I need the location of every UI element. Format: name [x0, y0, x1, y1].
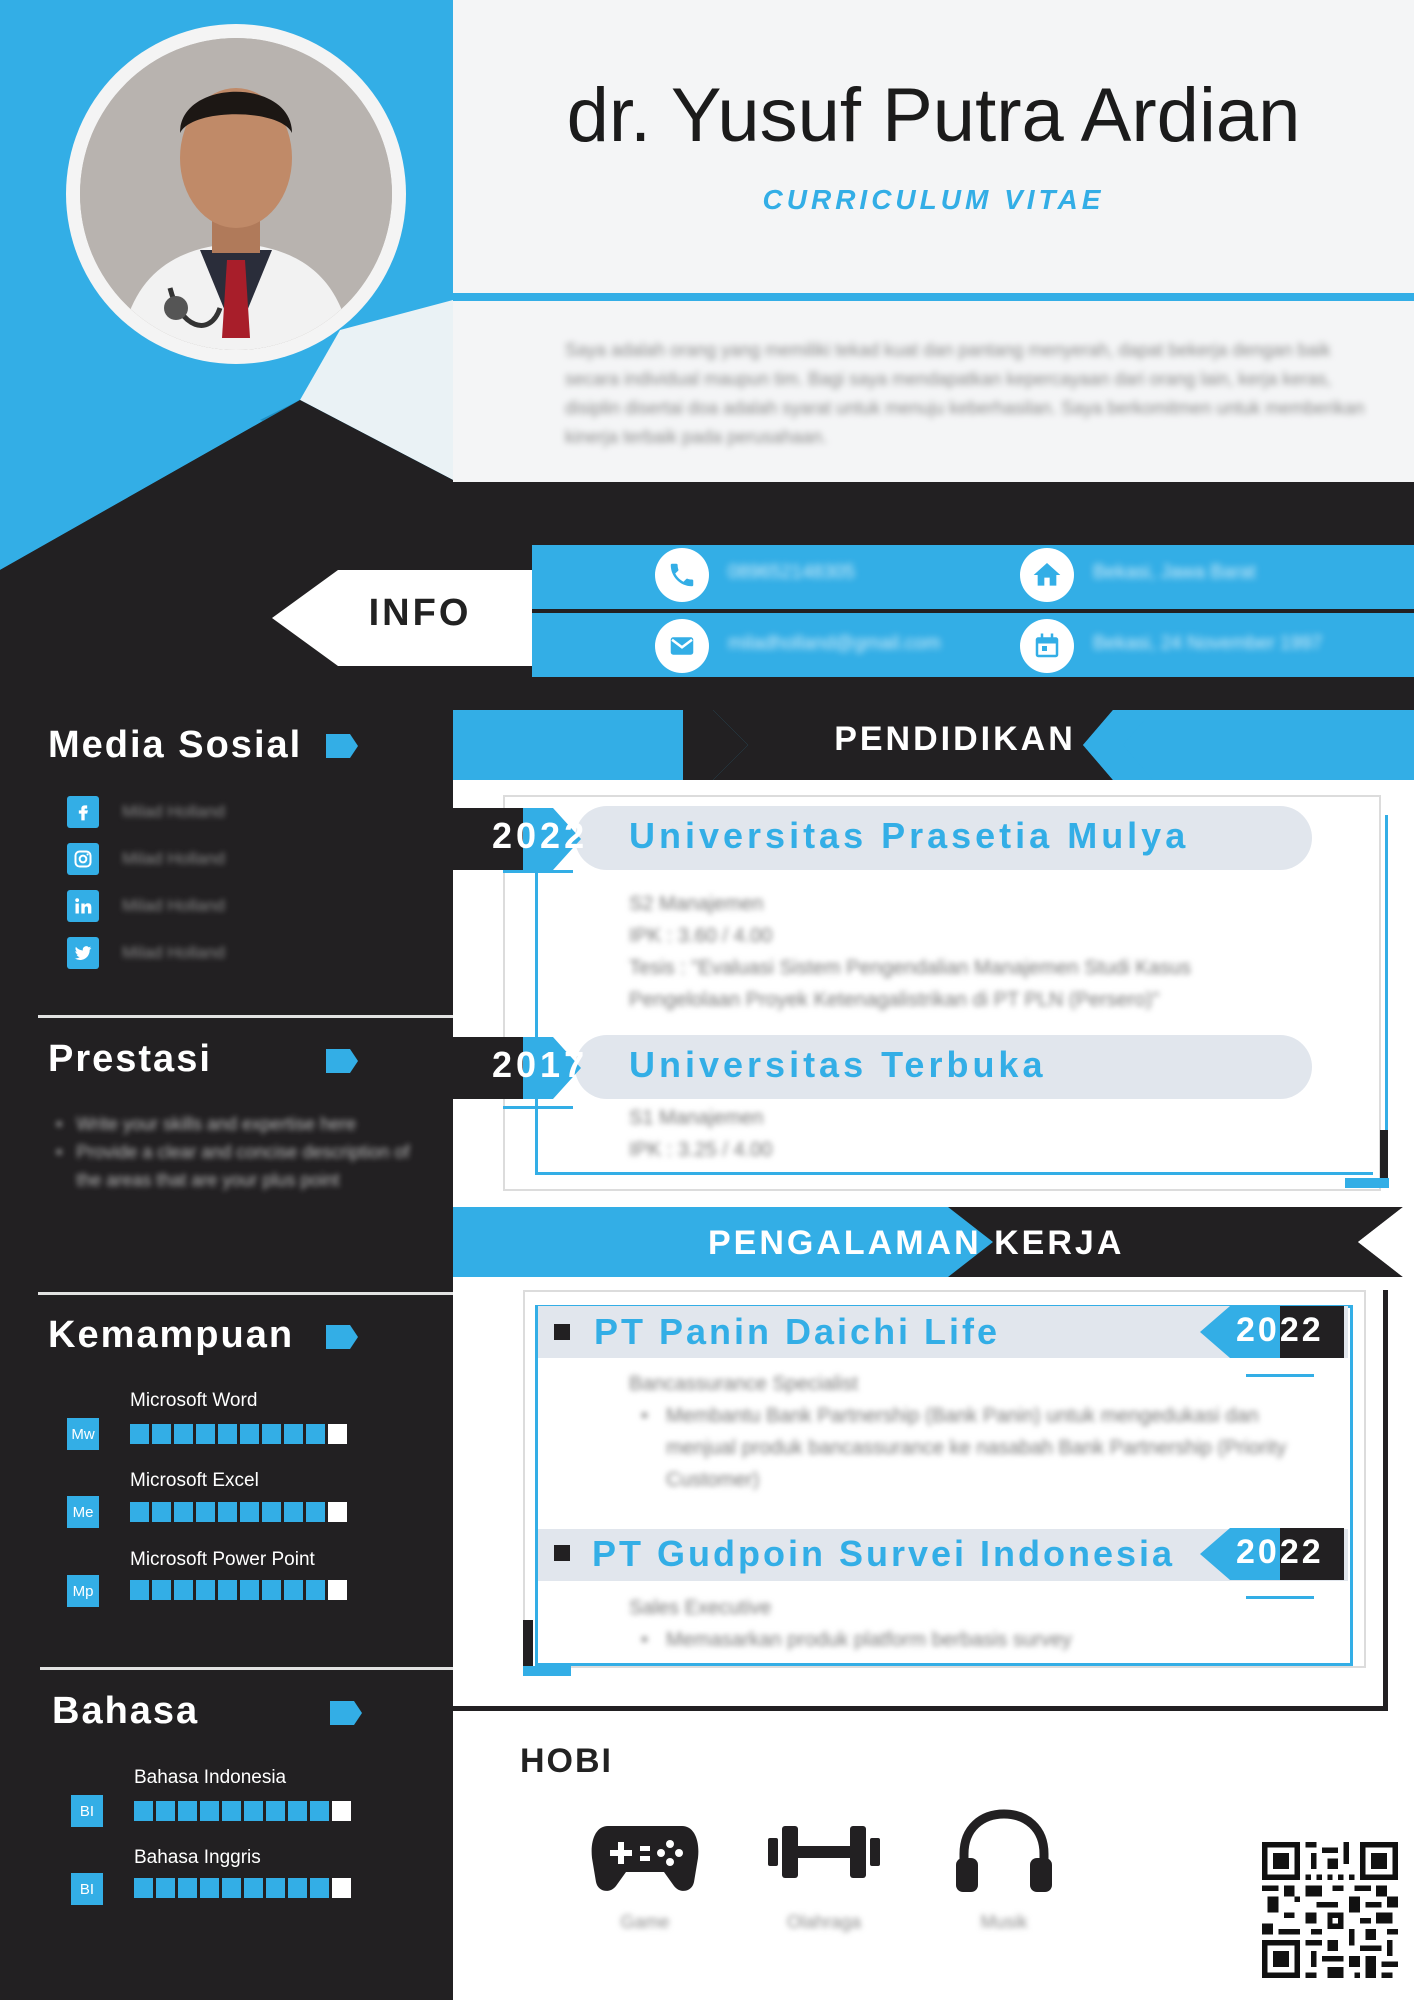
- level-segment: [284, 1580, 303, 1600]
- experience-heading: PENGALAMAN KERJA: [708, 1224, 1125, 1262]
- level-segment: [130, 1424, 149, 1444]
- level-segment: [134, 1801, 153, 1821]
- level-segment: [240, 1424, 259, 1444]
- education-details: S2 Manajemen IPK : 3.60 / 4.00 Tesis : "Evaluasi Sistem Pengendalian Manajemen Studi Kasus Pengelolaan Proyek Ketenagalistrikan di PT PLN (Persero)": [629, 893, 1191, 1011]
- email-text: miladholland@gmail.com: [728, 633, 941, 654]
- level-segment: [178, 1878, 197, 1898]
- document-subtitle: CURRICULUM VITAE: [762, 184, 1105, 215]
- instagram-icon[interactable]: [67, 843, 99, 875]
- job-details: [629, 1592, 1299, 1656]
- level-segment: [152, 1502, 171, 1522]
- skills-heading: Kemampuan: [48, 1314, 295, 1356]
- skill-label: Microsoft Power Point: [130, 1549, 315, 1570]
- year-underline: [503, 870, 573, 873]
- skills-flag-icon: [326, 1325, 358, 1349]
- skill-bar: [130, 1580, 347, 1600]
- skill-badge: Mw: [67, 1418, 99, 1450]
- level-segment: [284, 1424, 303, 1444]
- language-badge: BI: [71, 1795, 103, 1827]
- school-name: Universitas Prasetia Mulya: [629, 815, 1190, 856]
- level-segment: [200, 1801, 219, 1821]
- level-segment: [288, 1801, 307, 1821]
- level-segment: [328, 1580, 347, 1600]
- level-segment: [174, 1502, 193, 1522]
- experience-accent-tab: [523, 1666, 571, 1676]
- level-segment: [284, 1502, 303, 1522]
- social-heading: Media Sosial: [48, 724, 303, 766]
- hobbies-heading: HOBI: [520, 1742, 613, 1780]
- level-segment: [152, 1580, 171, 1600]
- hobby-label: Musik: [980, 1912, 1028, 1932]
- skill-badge: Mp: [67, 1575, 99, 1607]
- level-segment: [266, 1801, 285, 1821]
- level-segment: [134, 1878, 153, 1898]
- calendar-icon: [1020, 619, 1074, 673]
- year-underline: [503, 1106, 573, 1109]
- level-segment: [156, 1801, 175, 1821]
- level-segment: [262, 1424, 281, 1444]
- level-segment: [306, 1502, 325, 1522]
- level-segment: [244, 1801, 263, 1821]
- experience-accent-line: [1383, 1290, 1388, 1710]
- sidebar-divider: [38, 1292, 453, 1295]
- job-role: Sales Executive: [629, 1597, 772, 1619]
- info-label: INFO: [368, 592, 472, 634]
- experience-accent-dark: [523, 1620, 533, 1666]
- level-segment: [222, 1878, 241, 1898]
- profile-photo: [80, 38, 392, 350]
- company-name: PT Gudpoin Survei Indonesia: [592, 1533, 1176, 1574]
- level-segment: [328, 1424, 347, 1444]
- level-segment: [178, 1801, 197, 1821]
- languages-flag-icon: [330, 1701, 362, 1725]
- job-role: Bancassurance Specialist: [629, 1373, 859, 1395]
- education-year: 2017: [492, 1044, 589, 1085]
- level-segment: [328, 1502, 347, 1522]
- level-segment: [288, 1878, 307, 1898]
- languages-heading: Bahasa: [52, 1690, 200, 1732]
- hobby-label: Olahraga: [786, 1912, 862, 1932]
- level-segment: [332, 1801, 351, 1821]
- sidebar-divider: [40, 1667, 453, 1670]
- level-segment: [222, 1801, 241, 1821]
- level-segment: [310, 1801, 329, 1821]
- headphones-icon: [954, 1808, 1054, 1894]
- dumbbell-icon: [768, 1824, 880, 1880]
- social-flag-icon: [326, 734, 358, 758]
- achievements-list: [56, 1110, 436, 1194]
- level-segment: [306, 1580, 325, 1600]
- list-item: • Membantu Bank Partnership (Bank Panin) untuk mengedukasi dan menjual produk bancassurance ke nasabah Bank Partnership (Priority Customer): [641, 1405, 1287, 1491]
- job-bullet-icon: [554, 1545, 570, 1561]
- twitter-handle: Milad Holland: [122, 943, 225, 962]
- level-segment: [174, 1424, 193, 1444]
- level-segment: [200, 1878, 219, 1898]
- education-year: 2022: [492, 815, 589, 856]
- header-divider: [453, 293, 1414, 301]
- level-segment: [156, 1878, 175, 1898]
- skill-label: Microsoft Word: [130, 1390, 258, 1411]
- birth-text: Bekasi, 24 November 1997: [1093, 633, 1323, 654]
- instagram-handle: Milad Holland: [122, 849, 225, 868]
- education-heading: PENDIDIKAN: [834, 720, 1076, 758]
- profile-summary: Saya adalah orang yang memiliki tekad kuat dan pantang menyerah, dapat bekerja dengan baik secara individual maupun tim. Bagi saya mendapatkan kepercayaan dari orang lain, kerja keras, disiplin disertai doa adalah syarat untuk menuju keberhasilan. Saya berkomitmen untuk memberikan kinerja terbaik pada perusahaan.: [565, 340, 1365, 447]
- skill-bar: [130, 1424, 347, 1444]
- education-accent-tab: [1345, 1178, 1389, 1188]
- level-segment: [152, 1424, 171, 1444]
- info-divider: [532, 609, 1414, 613]
- job-year: 2022: [1236, 1533, 1324, 1571]
- education-details: S1 Manajemen IPK : 3.25 / 4.00: [629, 1107, 773, 1161]
- level-segment: [130, 1580, 149, 1600]
- list-item: • Provide a clear and concise description of the areas that are your plus point: [56, 1142, 410, 1190]
- language-label: Bahasa Indonesia: [134, 1767, 287, 1788]
- job-year: 2022: [1236, 1311, 1324, 1349]
- level-segment: [332, 1878, 351, 1898]
- mail-icon: [655, 619, 709, 673]
- level-segment: [266, 1878, 285, 1898]
- level-segment: [174, 1580, 193, 1600]
- school-name: Universitas Terbuka: [629, 1044, 1047, 1085]
- skill-badge: Me: [67, 1496, 99, 1528]
- level-segment: [240, 1502, 259, 1522]
- skill-bar: [130, 1502, 347, 1522]
- level-segment: [240, 1580, 259, 1600]
- achievements-heading: Prestasi: [48, 1038, 212, 1080]
- twitter-icon[interactable]: [67, 937, 99, 969]
- facebook-handle: Milad Holland: [122, 802, 225, 821]
- phone-icon: [655, 548, 709, 602]
- level-segment: [262, 1580, 281, 1600]
- list-item: • Write your skills and expertise here: [56, 1114, 357, 1134]
- sidebar-divider: [38, 1015, 453, 1018]
- facebook-icon[interactable]: [67, 796, 99, 828]
- level-segment: [196, 1502, 215, 1522]
- phone-text: 089652148305: [728, 562, 855, 583]
- level-segment: [196, 1580, 215, 1600]
- company-name: PT Panin Daichi Life: [594, 1311, 1001, 1352]
- language-bar: [134, 1801, 351, 1821]
- hobby-label: Game: [620, 1912, 670, 1932]
- gamepad-icon: [590, 1818, 700, 1894]
- level-segment: [218, 1580, 237, 1600]
- language-badge: BI: [71, 1873, 103, 1905]
- level-segment: [196, 1424, 215, 1444]
- level-segment: [310, 1878, 329, 1898]
- language-label: Bahasa Inggris: [134, 1847, 261, 1868]
- achievements-flag-icon: [326, 1049, 358, 1073]
- qr-code: [1262, 1842, 1398, 1978]
- linkedin-handle: Milad Holland: [122, 896, 225, 915]
- experience-bottom-line: [453, 1706, 1388, 1711]
- level-segment: [244, 1878, 263, 1898]
- level-segment: [130, 1502, 149, 1522]
- level-segment: [218, 1502, 237, 1522]
- linkedin-icon[interactable]: [67, 890, 99, 922]
- home-icon: [1020, 548, 1074, 602]
- address-text: Bekasi, Jawa Barat: [1093, 562, 1256, 583]
- candidate-name: dr. Yusuf Putra Ardian: [566, 73, 1301, 158]
- level-segment: [306, 1424, 325, 1444]
- job-bullet-icon: [554, 1324, 570, 1340]
- language-bar: [134, 1878, 351, 1898]
- skill-label: Microsoft Excel: [130, 1470, 259, 1491]
- job-details: [629, 1368, 1299, 1496]
- level-segment: [262, 1502, 281, 1522]
- education-accent-dark: [1380, 1130, 1388, 1178]
- level-segment: [218, 1424, 237, 1444]
- list-item: • Memasarkan produk platform berbasis survey: [641, 1629, 1072, 1651]
